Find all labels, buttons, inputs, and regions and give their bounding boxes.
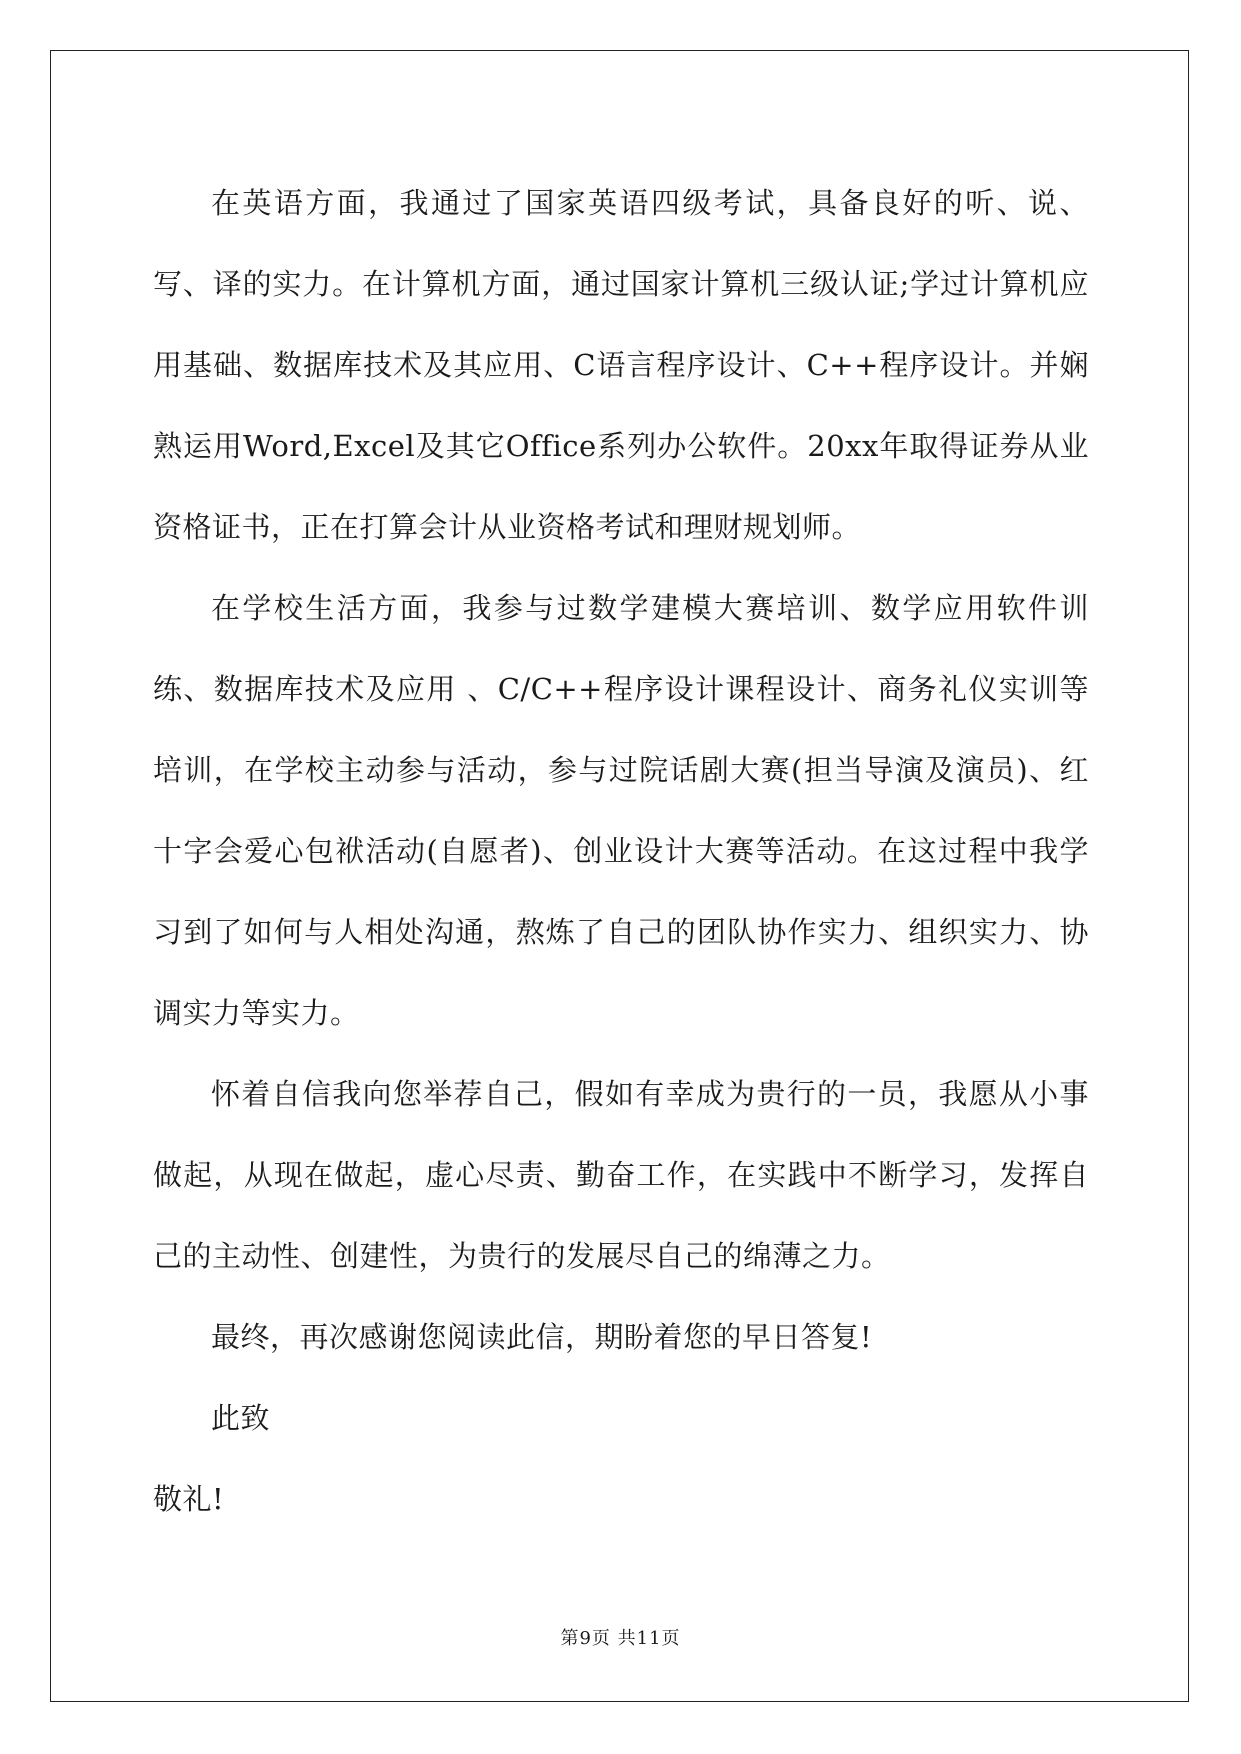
- paragraph-self-recommendation: 怀着自信我向您举荐自己，假如有幸成为贵行的一员，我愿从小事做起，从现在做起，虚心尽责、勤奋工作，在实践中不断学习，发挥自己的主动性、创建性，为贵行的发展尽自己的绵薄之力。: [153, 1077, 1089, 1273]
- document-body: [153, 163, 1089, 1540]
- closing-text: 敬礼!: [153, 1482, 225, 1516]
- paragraph-thanks: 最终，再次感谢您阅读此信，期盼着您的早日答复!: [211, 1320, 873, 1354]
- paragraph-campus-life: 在学校生活方面，我参与过数学建模大赛培训、数学应用软件训练、数据库技术及应用 、C/C++程序设计课程设计、商务礼仪实训等培训，在学校主动参与活动，参与过院话剧大赛(担当导演及演员)、红十字会爱心包袱活动(自愿者)、创业设计大赛等活动。在这过程中我学习到了如何与人相处沟通，熬炼了自己的团队协作实力、组织实力、协调实力等实力。: [153, 591, 1089, 1030]
- paragraph-skills: 在英语方面，我通过了国家英语四级考试，具备良好的听、说、写、译的实力。在计算机方面，通过国家计算机三级认证;学过计算机应用基础、数据库技术及其应用、C语言程序设计、C++程序设计。并娴熟运用Word,Excel及其它Office系列办公软件。20xx年取得证券从业资格证书，正在打算会计从业资格考试和理财规划师。: [153, 186, 1089, 544]
- paragraph-salutation: 此致: [211, 1401, 271, 1435]
- page-number-footer: 第9页 共11页: [560, 1628, 681, 1649]
